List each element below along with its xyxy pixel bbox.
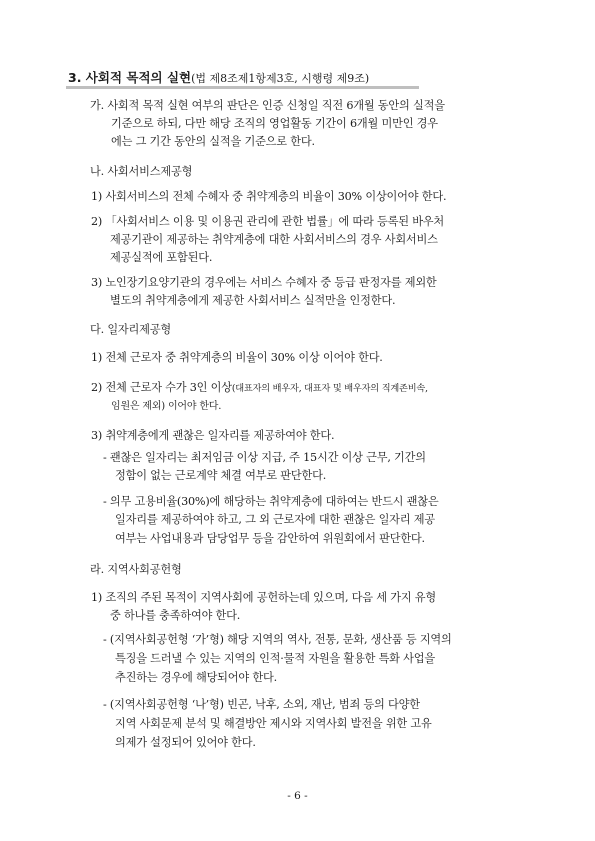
ga-line-2: 기준으로 하되, 다만 해당 조직의 영업활동 기간이 6개월 미만인 경우 (111, 117, 438, 130)
page-number: - 6 - (287, 790, 308, 802)
da-item-2-line-2: 임원은 제외) 이어야 한다. (111, 401, 222, 412)
da-bullet-2-line-2: 일자리를 제공하여야 하고, 그 외 근로자에 대한 괜찮은 일자리 제공 (115, 513, 435, 526)
section-title-main: 3. 사회적 목적의 실현 (68, 70, 192, 85)
da-heading: 다. 일자리제공형 (90, 323, 171, 336)
ra-bullet-1-line-1: - (지역사회공헌형 ‘가’형) 해당 지역의 역사, 전통, 문화, 생산품 등 지역의 (103, 633, 452, 646)
da-item-2-main: 2) 전체 근로자 수가 3인 이상 (91, 381, 232, 394)
ga-line-3: 에는 그 기간 동안의 실적을 기준으로 한다. (111, 135, 315, 148)
da-bullet-1-line-2: 정함이 없는 근로계약 체결 여부로 판단한다. (115, 469, 327, 482)
ra-heading: 라. 지역사회공헌형 (90, 563, 182, 576)
da-bullet-1-line-1: - 괜찮은 일자리는 최저임금 이상 지급, 주 15시간 이상 근무, 기간의 (103, 451, 426, 464)
ra-item-1-line-1: 1) 조직의 주된 목적이 지역사회에 공헌하는데 있으며, 다음 세 가지 유형 (91, 591, 437, 604)
na-heading: 나. 사회서비스제공형 (90, 165, 193, 178)
da-bullet-2-line-3: 여부는 사업내용과 담당업무 등을 감안하여 위원회에서 판단한다. (115, 532, 425, 545)
section-title-reference: (법 제8조제1항제3호, 시행령 제9조) (191, 72, 370, 85)
ra-item-1-line-2: 중 하나를 충족하여야 한다. (110, 609, 241, 622)
da-item-2-line-1 (91, 380, 428, 397)
section-title (68, 68, 369, 86)
da-item-2-note: (대표자의 배우자, 대표자 및 배우자의 직계존비속, (231, 383, 428, 394)
na-item-2-line-1: 2) 「사회서비스 이용 및 이용권 관리에 관한 법률」에 따라 등록된 바우처 (91, 215, 445, 228)
da-bullet-2-line-1: - 의무 고용비율(30%)에 해당하는 취약계층에 대하여는 반드시 괜찮은 (103, 495, 439, 508)
na-item-1: 1) 사회서비스의 전체 수혜자 중 취약계층의 비율이 30% 이상이어야 한다. (91, 190, 447, 203)
da-item-3: 3) 취약계층에게 괜찮은 일자리를 제공하여야 한다. (91, 429, 335, 442)
ra-bullet-2-line-1: - (지역사회공헌형 ‘나’형) 빈곤, 낙후, 소외, 재난, 범죄 등의 다양한 (103, 698, 420, 711)
ra-bullet-2-line-2: 지역 사회문제 분석 및 해결방안 제시와 지역사회 발전을 위한 고유 (115, 717, 432, 730)
na-item-3-line-2: 별도의 취약계층에게 제공한 사회서비스 실적만을 인정한다. (110, 294, 396, 307)
na-item-3-line-1: 3) 노인장기요양기관의 경우에는 서비스 수혜자 중 등급 판정자를 제외한 (91, 276, 437, 289)
ra-bullet-1-line-2: 특징을 드러낼 수 있는 지역의 인적·물적 자원을 활용한 특화 사업을 (115, 652, 435, 665)
da-item-1: 1) 전체 근로자 중 취약계층의 비율이 30% 이상 이어야 한다. (91, 351, 383, 364)
ga-line-1: 가. 사회적 목적 실현 여부의 판단은 인증 신청일 직전 6개월 동안의 실적을 (90, 99, 445, 112)
na-item-2-line-2: 제공기관이 제공하는 취약계층에 대한 사회서비스의 경우 사회서비스 (110, 233, 438, 246)
ra-bullet-2-line-3: 의제가 설정되어 있어야 한다. (115, 736, 256, 749)
na-item-2-line-3: 제공실적에 포함된다. (110, 251, 213, 264)
title-highlight-bar (66, 86, 419, 89)
ra-bullet-1-line-3: 추진하는 경우에 해당되어야 한다. (115, 671, 277, 684)
